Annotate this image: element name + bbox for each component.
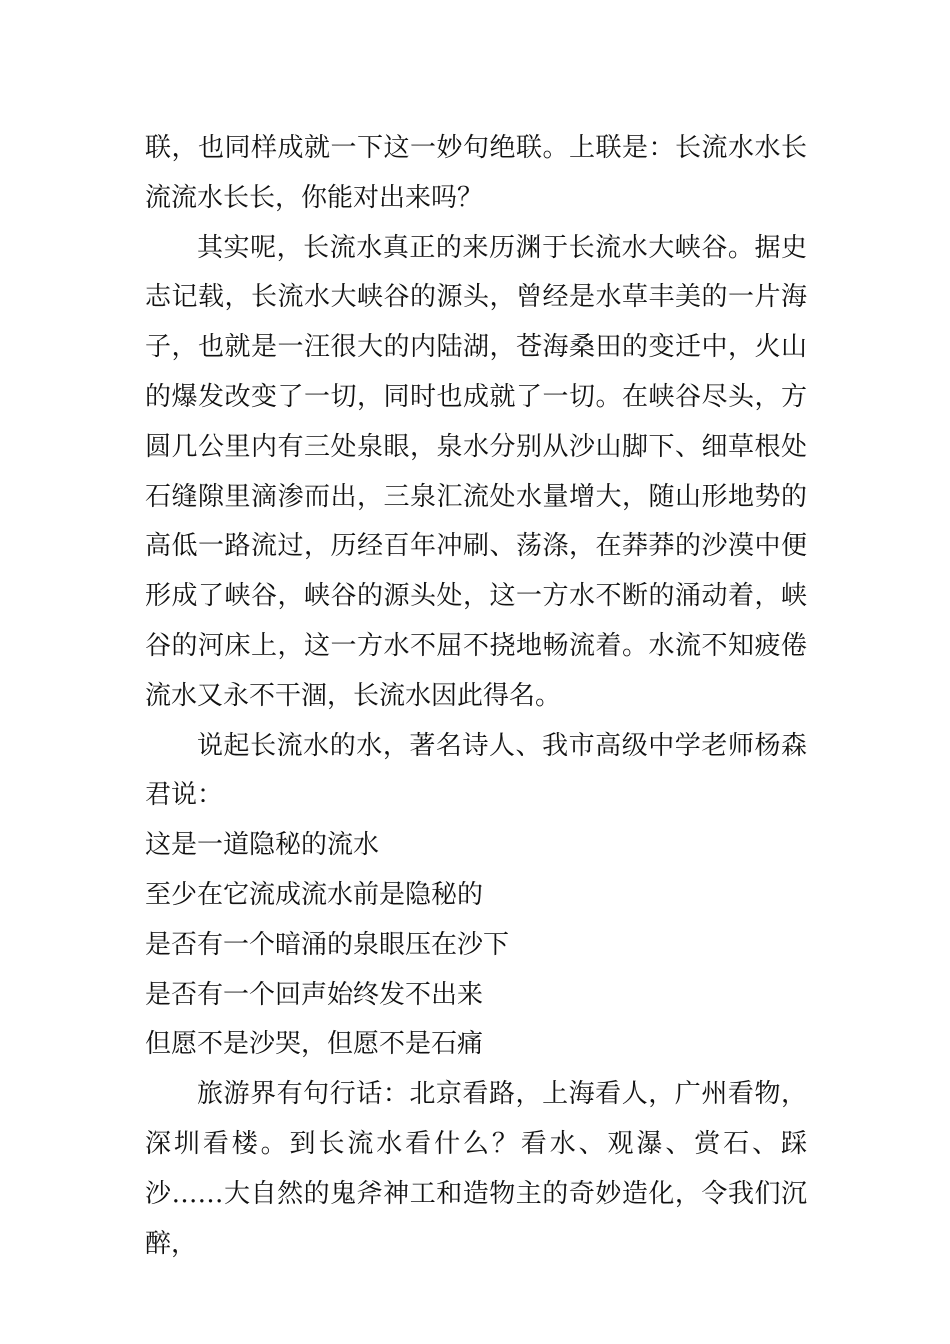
poem-line: 是否有一个暗涌的泉眼压在沙下 [145, 929, 510, 960]
paragraph-couplet: 联，也同样成就一下这一妙句绝联。上联是：长流水水长流流水长长，你能对出来吗？ [145, 133, 807, 213]
article-body [145, 124, 807, 1269]
paragraph-history: 其实呢，长流水真正的来历渊于长流水大峡谷。据史志记载，长流水大峡谷的源头，曾经是水草丰美的一片海子，也就是一汪很大的内陆湖，苍海桑田的变迁中，火山的爆发改变了一切，同时也成就了一切。在峡谷尽头，方圆几公里内有三处泉眼，泉水分别从沙山脚下、细草根处石缝隙里滴渗而出，三泉汇流处水量增大，随山形地势的高低一路流过，历经百年冲刷、荡涤，在莽莽的沙漠中便形成了峡谷，峡谷的源头处，这一方水不断的涌动着，峡谷的河床上，这一方水不屈不挠地畅流着。水流不知疲倦流水又永不干涸，长流水因此得名。 [145, 232, 807, 711]
poem-line: 但愿不是沙哭，但愿不是石痛 [145, 1029, 484, 1060]
poem-line: 至少在它流成流水前是隐秘的 [145, 879, 484, 910]
poem-line: 是否有一个回声始终发不出来 [145, 979, 484, 1010]
paragraph-poet-intro: 说起长流水的水，著名诗人、我市高级中学老师杨森君说： [145, 730, 807, 811]
poem-line: 这是一道隐秘的流水 [145, 830, 380, 861]
paragraph-tourism: 旅游界有句行话：北京看路，上海看人，广州看物，深圳看楼。到长流水看什么？看水、观瀑、赏石、踩沙……大自然的鬼斧神工和造物主的奇妙造化，令我们沉醉， [145, 1079, 807, 1259]
